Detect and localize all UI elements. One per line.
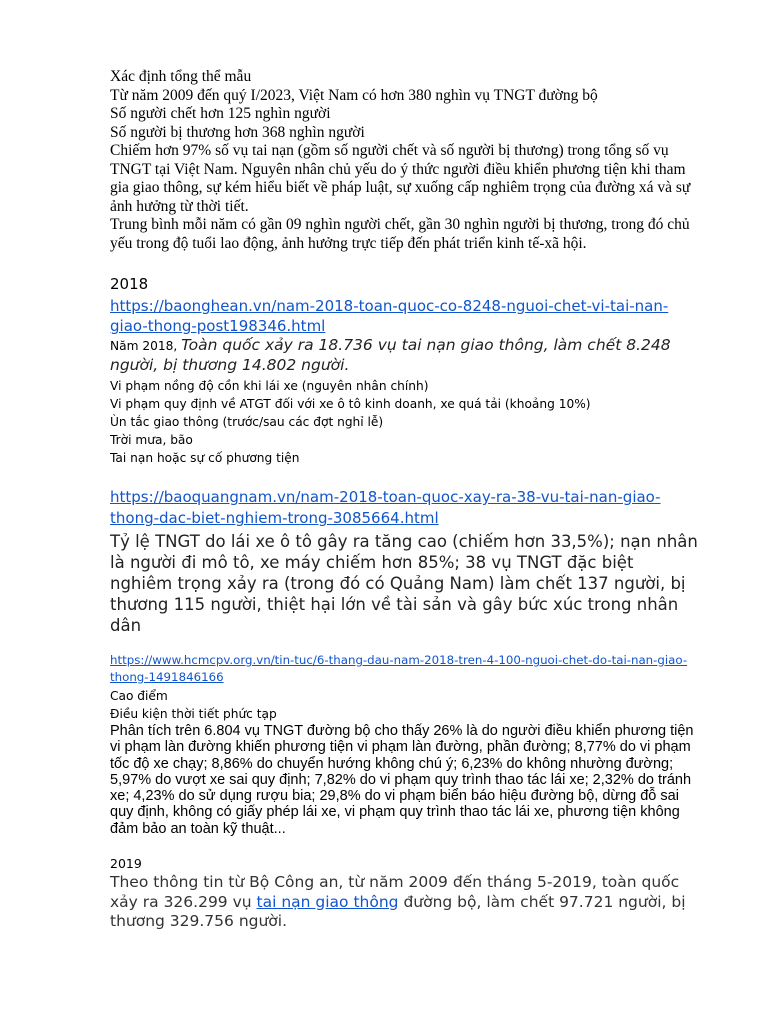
- year-2018-heading: 2018: [110, 275, 149, 293]
- intro-total-accidents: Từ năm 2009 đến quý I/2023, Việt Nam có hơn 380 nghìn vụ TNGT đường bộ: [110, 86, 598, 104]
- document-page: [110, 68, 700, 932]
- cause-item: Ùn tắc giao thông (trước/sau các đợt nghỉ lễ): [110, 415, 384, 429]
- source-link-baonghean[interactable]: https://baonghean.vn/nam-2018-toan-quoc-co-8248-nguoi-chet-vi-tai-nan-giao-thong-post198346.html: [110, 297, 669, 335]
- source-link-hcmcpv[interactable]: https://www.hcmcpv.org.vn/tin-tuc/6-thang-dau-nam-2018-tren-4-100-nguoi-chet-do-tai-nan-giao-thong-1491846166: [110, 653, 688, 684]
- cause-item: Tai nạn hoặc sự cố phương tiện: [110, 451, 300, 465]
- cause-item: Vi phạm nồng độ cồn khi lái xe (nguyên nhân chính): [110, 379, 429, 393]
- intro-injuries: Số người bị thương hơn 368 nghìn người: [110, 123, 365, 141]
- source-link-baoquangnam[interactable]: https://baoquangnam.vn/nam-2018-toan-quoc-xay-ra-38-vu-tai-nan-giao-thong-dac-biet-nghiem-trong-3085664.html: [110, 488, 661, 527]
- news-2019-text-before: Theo thông tin từ Bộ Công an, từ năm 2009 đến tháng 5-2019, toàn quốc xảy ra 326.299 vụ: [110, 873, 680, 911]
- intro-deaths: Số người chết hơn 125 nghìn người: [110, 105, 331, 122]
- intro-section: [110, 68, 700, 253]
- accident-analysis-paragraph: Phân tích trên 6.804 vụ TNGT đường bộ cho thấy 26% là do người điều khiển phương tiện vi phạm làn đường khiến phương tiện vi phạm làn đường, phần đường; 8,77% do vi phạm tốc độ xe chạy; 8,86% do chuyển hướng không chú ý; 6,23% do không nhường đường; 5,97% do vượt xe sai quy định; 7,82% do vi phạm quy trình thao tác lái xe; 2,32% do tránh xe; 4,23% do sử dụng rượu bia; 29,8% do vi phạm biển báo hiệu đường bộ, dừng đỗ sai quy định, không có giấy phép lái xe, vi phạm quy trình thao tác lái xe, phương tiện không đảm bảo an toàn kỹ thuật...: [110, 723, 694, 837]
- cause-item: Vi phạm quy định về ATGT đối với xe ô tô kinh doanh, xe quá tải (khoảng 10%): [110, 397, 591, 411]
- year-prefix: Năm 2018,: [110, 339, 182, 353]
- intro-paragraph-causes: Chiếm hơn 97% số vụ tai nạn (gồm số người chết và số người bị thương) trong tổng số vụ TNGT tại Việt Nam. Nguyên nhân chủ yếu do ý thức người điều khiển phương tiện khi tham gia giao thông, sự kém hiểu biết về pháp luật, sự xuống cấp nghiêm trọng của đường xá và sự ảnh hưởng từ thời tiết.: [110, 142, 691, 215]
- year-2019-heading: 2019: [110, 856, 142, 872]
- quangnam-summary: Tỷ lệ TNGT do lái xe ô tô gây ra tăng cao (chiếm hơn 33,5%); nạn nhân là người đi mô tô, xe máy chiếm hơn 85%; 38 vụ TNGT đặc biệt nghiêm trọng xảy ra (trong đó có Quảng Nam) làm chết 137 người, bị thương 115 người, thiệt hại lớn về tài sản và gây bức xúc trong nhân dân: [110, 532, 698, 635]
- intro-heading: Xác định tổng thể mẫu: [110, 68, 252, 85]
- quote-2018-summary: Toàn quốc xảy ra 18.736 vụ tai nạn giao thông, làm chết 8.248 người, bị thương 14.802 người.: [110, 336, 671, 374]
- news-2019-text-after: đường bộ, làm chết 97.721 người, bị thương 329.756 người.: [110, 892, 686, 931]
- note-item: Điều kiện thời tiết phức tạp: [110, 707, 277, 721]
- news-2019-paragraph: [110, 873, 700, 932]
- traffic-accident-link[interactable]: tai nạn giao thông: [256, 892, 399, 911]
- cause-item: Trời mưa, bão: [110, 433, 193, 447]
- hcmcpv-notes: [110, 687, 700, 723]
- intro-paragraph-average: Trung bình mỗi năm có gần 09 nghìn người chết, gần 30 nghìn người bị thương, trong đó chủ yếu trong độ tuổi lao động, ảnh hưởng trực tiếp đến phát triển kinh tế-xã hội.: [110, 216, 690, 252]
- cause-list: [110, 377, 700, 467]
- note-item: Cao điểm: [110, 689, 168, 703]
